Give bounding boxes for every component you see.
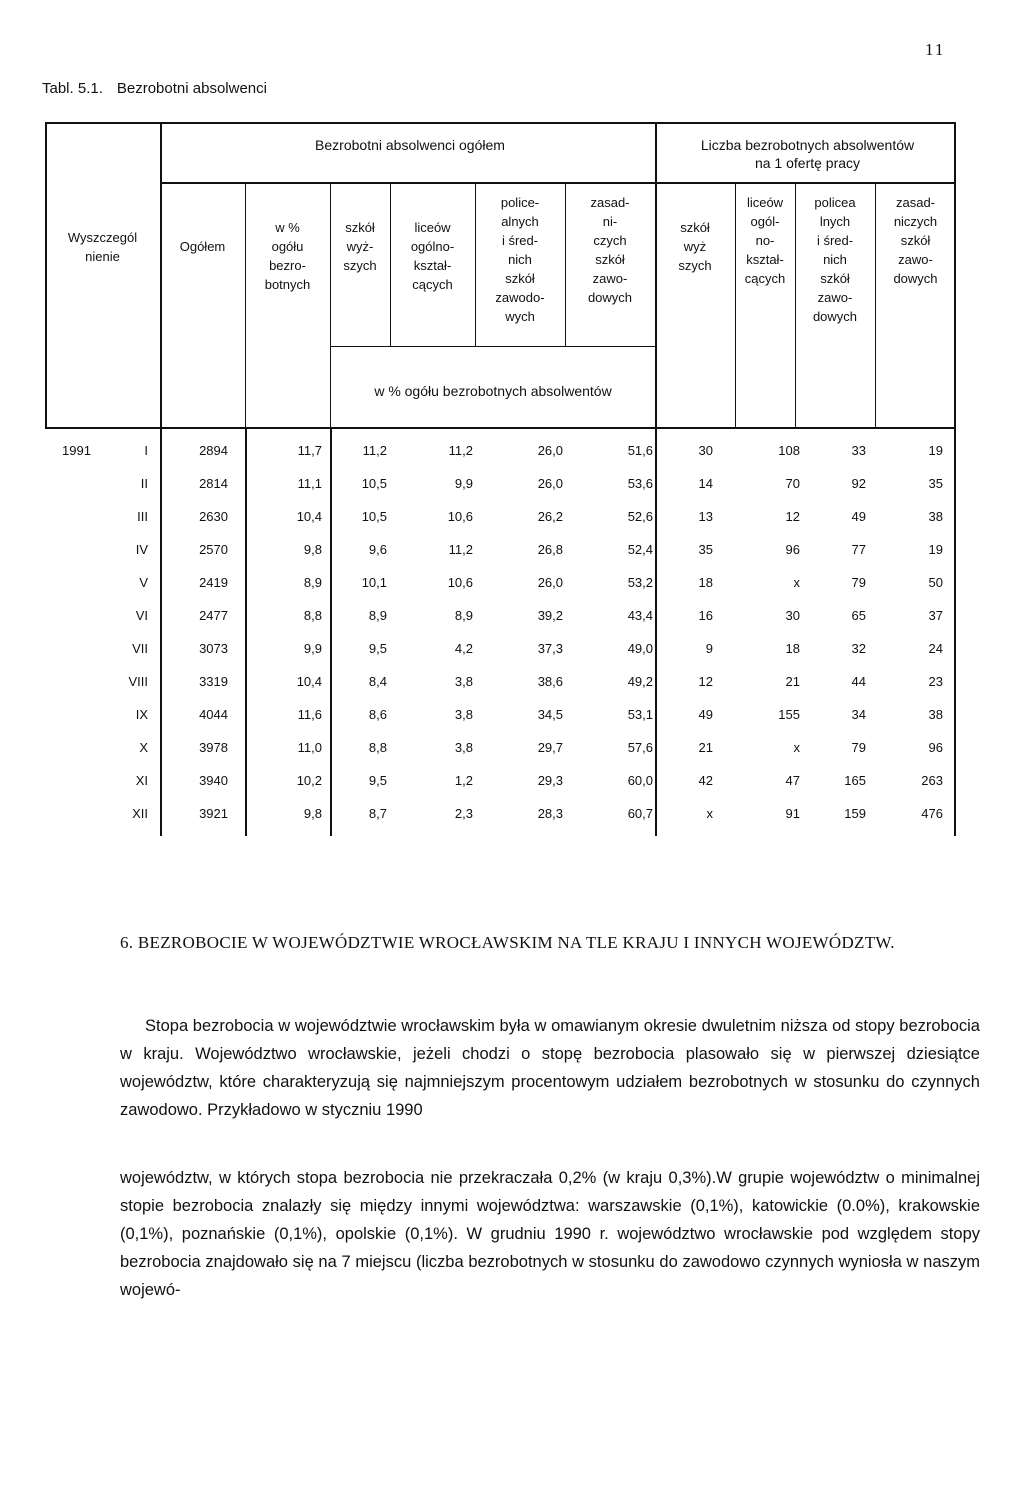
column-header-line: ogółu xyxy=(271,239,304,254)
column-header-line: kształ- xyxy=(746,252,784,267)
month-label: VIII xyxy=(128,674,148,689)
column-header xyxy=(565,193,655,307)
table-cell: 9,9 xyxy=(303,641,322,656)
year-label: 1991 xyxy=(62,443,91,458)
column-header-line: lnych xyxy=(819,214,851,229)
column-header-line: no- xyxy=(755,233,775,248)
table-cell: 96 xyxy=(785,542,800,557)
table-cell: 43,4 xyxy=(627,608,653,623)
column-header-line: policea xyxy=(814,195,856,210)
month-label: II xyxy=(140,476,148,491)
table-cell: 3940 xyxy=(199,773,228,788)
table-cell: 8,9 xyxy=(454,608,473,623)
table-cell: 4044 xyxy=(199,707,228,722)
column-header-line: czych xyxy=(593,233,627,248)
column-header-line: zawo- xyxy=(817,290,853,305)
column-header-line: bezro- xyxy=(269,258,306,273)
group2-heading-line2: na 1 ofertę pracy xyxy=(754,155,861,171)
table-cell: 26,0 xyxy=(537,476,563,491)
group1-heading: Bezrobotni absolwenci ogółem xyxy=(315,137,505,153)
table-cell: 53,2 xyxy=(627,575,653,590)
month-label: VI xyxy=(135,608,148,623)
table-cell: 30 xyxy=(698,443,713,458)
table-cell: 3073 xyxy=(199,641,228,656)
table-cell: 49 xyxy=(698,707,713,722)
column-header-line: i śred- xyxy=(816,233,854,248)
table-cell: 3,8 xyxy=(454,740,473,755)
column-header-line: dowych xyxy=(893,271,938,286)
column-header xyxy=(390,218,475,294)
table-cell: 23 xyxy=(928,674,943,689)
column-header xyxy=(475,193,565,326)
table-cell: 53,1 xyxy=(627,707,653,722)
header-rule xyxy=(160,182,956,184)
caption-title: Bezrobotni absolwenci xyxy=(116,80,267,97)
column-header xyxy=(795,193,875,326)
table-cell: 8,8 xyxy=(368,740,387,755)
column-header xyxy=(875,193,956,288)
column-header-line: cących xyxy=(412,277,453,292)
table-cell: 13 xyxy=(698,509,713,524)
column-header-line: szkół xyxy=(505,271,535,286)
table-cell: 37 xyxy=(928,608,943,623)
table-cell: 26,0 xyxy=(537,575,563,590)
table-cell: 42 xyxy=(698,773,713,788)
column-rule xyxy=(330,427,332,836)
table-cell: 51,6 xyxy=(627,443,653,458)
month-label: X xyxy=(139,740,148,755)
month-label: IV xyxy=(135,542,148,557)
column-rule xyxy=(655,427,657,836)
table-cell: 38 xyxy=(928,509,943,524)
column-header-line: liceów xyxy=(746,195,784,210)
table-cell: 19 xyxy=(928,542,943,557)
table-cell: 18 xyxy=(785,641,800,656)
column-header xyxy=(735,193,795,288)
month-label: VII xyxy=(132,641,148,656)
table-top-border xyxy=(45,122,956,124)
table-cell: 11,1 xyxy=(297,476,322,491)
table-cell: 26,8 xyxy=(537,542,563,557)
paragraph-1: Stopa bezrobocia w województwie wrocławskim była w omawianym okresie dwuletnim niższa od stopy bezrobocia w kraju. Województwo wrocławskie, jeżeli chodzi o stopę bezrobocia plasowało się w pierwszej dziesiątce województw, które charakteryzują się najmniejszym procentowym udziałem bezrobotnych w stosunku do czynnych zawodowo. Przykładowo w styczniu 1990 xyxy=(120,1017,980,1119)
month-label: IX xyxy=(135,707,148,722)
table-cell: 8,9 xyxy=(303,575,322,590)
column-header xyxy=(655,218,735,275)
table-cell: 108 xyxy=(778,443,800,458)
table-cell: 476 xyxy=(921,806,943,821)
header-rule xyxy=(330,346,656,347)
table-cell: 10,2 xyxy=(296,773,322,788)
table-left-border xyxy=(45,122,47,427)
month-label: V xyxy=(139,575,148,590)
column-header-line: cących xyxy=(744,271,786,286)
month-label: I xyxy=(144,443,148,458)
table-cell: 9,5 xyxy=(368,773,387,788)
table-cell: 11,0 xyxy=(297,740,322,755)
table-cell: 10,1 xyxy=(361,575,387,590)
table-cell: 44 xyxy=(851,674,866,689)
group2-heading-line1: Liczba bezrobotnych absolwentów xyxy=(700,137,915,153)
column-header-line: szkół xyxy=(345,220,375,235)
table-cell: 8,8 xyxy=(303,608,322,623)
column-header-line: dowych xyxy=(812,309,858,324)
table-cell: 2814 xyxy=(199,476,228,491)
table-cell: 3,8 xyxy=(454,674,473,689)
table-cell: 53,6 xyxy=(627,476,653,491)
table-cell: 10,6 xyxy=(447,575,473,590)
table-cell: 3,8 xyxy=(454,707,473,722)
column-header xyxy=(160,237,245,256)
table-cell: 11,7 xyxy=(297,443,322,458)
table-cell: 79 xyxy=(851,740,866,755)
table-cell: 10,4 xyxy=(296,509,322,524)
caption-label: Tabl. 5.1. xyxy=(42,80,103,97)
table-cell: 14 xyxy=(698,476,713,491)
column-header-line: nienie xyxy=(85,249,120,264)
table-cell: 16 xyxy=(698,608,713,623)
table-cell: 35 xyxy=(698,542,713,557)
column-header-line: ogól- xyxy=(750,214,780,229)
table-cell: 29,7 xyxy=(537,740,563,755)
table-cell: 12 xyxy=(698,674,713,689)
table-cell: 8,6 xyxy=(368,707,387,722)
column-header-line: zawo- xyxy=(592,271,628,286)
table-cell: 9,8 xyxy=(303,806,322,821)
column-header-line: police- xyxy=(500,195,540,210)
table-cell: 2419 xyxy=(199,575,228,590)
table-cell: 37,3 xyxy=(537,641,563,656)
table-cell: 2477 xyxy=(199,608,228,623)
table-cell: 29,3 xyxy=(537,773,563,788)
table-cell: 2630 xyxy=(199,509,228,524)
column-header-line: i śred- xyxy=(501,233,539,248)
column-header xyxy=(330,218,390,275)
table-cell: 10,4 xyxy=(296,674,322,689)
table-cell: 3319 xyxy=(199,674,228,689)
month-label: III xyxy=(137,509,148,524)
column-header-line: botnych xyxy=(264,277,311,292)
table-cell: 2570 xyxy=(199,542,228,557)
table-cell: 18 xyxy=(698,575,713,590)
table-cell: 65 xyxy=(851,608,866,623)
page-number: 11 xyxy=(925,40,946,59)
table-cell: 26,0 xyxy=(537,443,563,458)
table-cell: 155 xyxy=(778,707,800,722)
table-cell: 57,6 xyxy=(627,740,653,755)
column-header xyxy=(45,228,160,266)
header-rule xyxy=(45,427,956,429)
table-cell: 21 xyxy=(698,740,713,755)
table-cell: 159 xyxy=(844,806,866,821)
table-cell: 3921 xyxy=(199,806,228,821)
percent-sub-caption: w % ogółu bezrobotnych absolwentów xyxy=(374,383,612,399)
table-cell: 9,8 xyxy=(303,542,322,557)
table-cell: 49 xyxy=(851,509,866,524)
table-cell: 77 xyxy=(851,542,866,557)
table-cell: 4,2 xyxy=(454,641,473,656)
table-cell: 11,2 xyxy=(362,443,387,458)
table-cell: 8,9 xyxy=(368,608,387,623)
column-header-line: wych xyxy=(505,309,535,324)
column-header-line: wyż xyxy=(683,239,707,254)
table-cell: 91 xyxy=(785,806,800,821)
section-heading: 6. BEZROBOCIE W WOJEWÓDZTWIE WROCŁAWSKIM NA TLE KRAJU I INNYCH WOJEWÓDZTW. xyxy=(120,933,895,952)
table-cell: 26,2 xyxy=(537,509,563,524)
table-cell: x xyxy=(793,575,800,590)
column-header-line: ni- xyxy=(602,214,618,229)
table-cell: 11,2 xyxy=(448,542,473,557)
table-cell: 38,6 xyxy=(537,674,563,689)
column-header-line: nich xyxy=(508,252,532,267)
column-header-line: szych xyxy=(343,258,377,273)
table-cell: 60,0 xyxy=(627,773,653,788)
table-cell: 32 xyxy=(851,641,866,656)
table-cell: 96 xyxy=(928,740,943,755)
column-header-line: szkół xyxy=(680,220,710,235)
month-label: XII xyxy=(132,806,148,821)
table-cell: 70 xyxy=(785,476,800,491)
table-cell: 39,2 xyxy=(537,608,563,623)
table-cell: 33 xyxy=(851,443,866,458)
column-header-line: niczych xyxy=(893,214,938,229)
table-cell: 52,6 xyxy=(627,509,653,524)
column-header-line: zasad- xyxy=(590,195,630,210)
table-cell: 28,3 xyxy=(537,806,563,821)
table-cell: 35 xyxy=(928,476,943,491)
table-cell: 11,6 xyxy=(297,707,322,722)
column-header-line: zawodo- xyxy=(495,290,545,305)
column-header-line: liceów xyxy=(414,220,451,235)
column-rule xyxy=(245,427,247,836)
column-header xyxy=(245,218,330,294)
table-cell: 10,5 xyxy=(361,476,387,491)
table-cell: 8,4 xyxy=(368,674,387,689)
column-header-line: Wyszczegól xyxy=(67,230,138,245)
table-cell: 9 xyxy=(705,641,713,656)
column-header-line: nich xyxy=(823,252,847,267)
table-cell: 38 xyxy=(928,707,943,722)
column-header-line: szkół xyxy=(595,252,625,267)
column-header-line: dowych xyxy=(587,290,633,305)
table-cell: 2894 xyxy=(199,443,228,458)
table-cell: 52,4 xyxy=(627,542,653,557)
table-cell: 79 xyxy=(851,575,866,590)
paragraph-2: województw, w których stopa bezrobocia nie przekraczała 0,2% (w kraju 0,3%).W grupie województw o minimalnej stopie bezrobocia znalazły się między innymi województwa: warszawskie (0,1%), katowickie (0.0%), krakowskie (0,1%), poznańskie (0,1%), opolskie (0,1%). W grudniu 1990 r. województwo wrocławskie pod względem stopy bezrobocia znajdowało się na 7 miejscu (liczba bezrobotnych w stosunku do zawodowo czynnych wyniosła w naszym wojewó- xyxy=(120,1169,980,1299)
table-cell: 34 xyxy=(851,707,866,722)
column-rule xyxy=(160,427,162,836)
table-cell: 24 xyxy=(928,641,943,656)
table-cell: 1,2 xyxy=(454,773,473,788)
column-header-line: Ogółem xyxy=(179,239,226,254)
table-cell: 165 xyxy=(844,773,866,788)
table-cell: 21 xyxy=(785,674,800,689)
column-header-line: ogólno- xyxy=(410,239,455,254)
table-cell: 10,5 xyxy=(361,509,387,524)
table-cell: 50 xyxy=(928,575,943,590)
table-cell: 19 xyxy=(928,443,943,458)
column-rule xyxy=(954,427,956,836)
table-cell: 9,5 xyxy=(368,641,387,656)
column-header-line: zawo- xyxy=(898,252,933,267)
group-divider xyxy=(160,122,162,427)
table-cell: 3978 xyxy=(199,740,228,755)
table-cell: x xyxy=(793,740,800,755)
table-cell: 34,5 xyxy=(537,707,563,722)
table-cell: 49,2 xyxy=(627,674,653,689)
table-cell: 47 xyxy=(785,773,800,788)
table-cell: x xyxy=(706,806,713,821)
column-header-line: szkół xyxy=(900,233,931,248)
month-label: XI xyxy=(135,773,148,788)
column-header-line: wyż- xyxy=(346,239,374,254)
table-cell: 11,2 xyxy=(448,443,473,458)
table-cell: 92 xyxy=(851,476,866,491)
table-cell: 8,7 xyxy=(368,806,387,821)
table-cell: 263 xyxy=(921,773,943,788)
table-cell: 2,3 xyxy=(454,806,473,821)
column-header-line: zasad- xyxy=(895,195,936,210)
column-header-line: alnych xyxy=(501,214,539,229)
column-header-line: szkół xyxy=(820,271,850,286)
table-cell: 30 xyxy=(785,608,800,623)
column-header-line: szych xyxy=(678,258,712,273)
table-cell: 9,6 xyxy=(368,542,387,557)
table-cell: 9,9 xyxy=(454,476,473,491)
table-cell: 60,7 xyxy=(627,806,653,821)
table-cell: 10,6 xyxy=(447,509,473,524)
column-header-line: kształ- xyxy=(413,258,452,273)
table-cell: 49,0 xyxy=(627,641,653,656)
table-cell: 12 xyxy=(785,509,800,524)
column-header-line: w % xyxy=(275,220,300,235)
